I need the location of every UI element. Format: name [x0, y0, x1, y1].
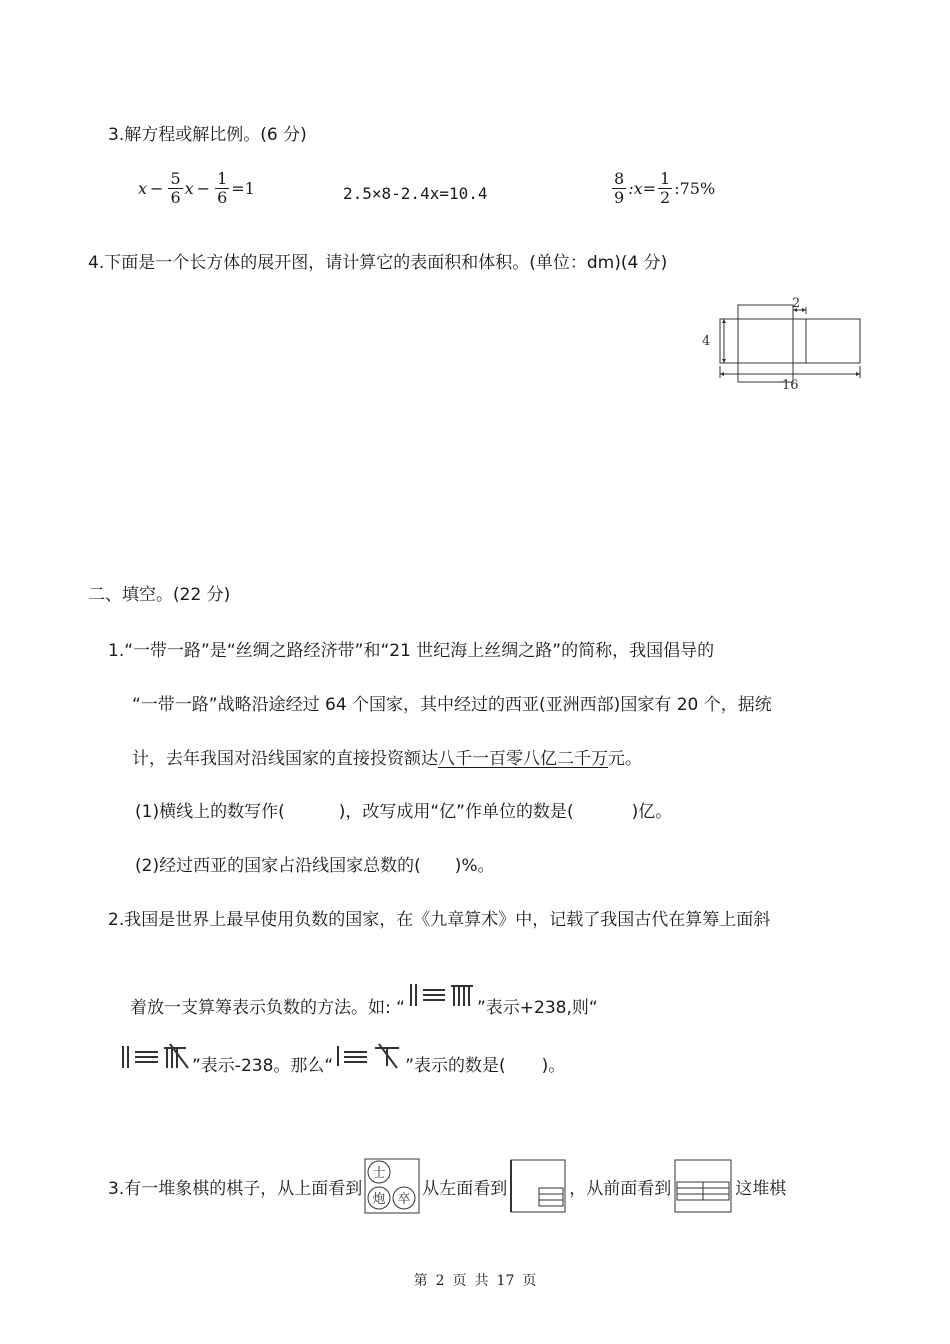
label-4: 4 [702, 334, 711, 349]
p2-line-3-text-c: )。 [541, 1056, 566, 1076]
piece-pao: 炮 [372, 1192, 386, 1207]
fraction-5-6: $\frac{5}{6}$ [170, 169, 181, 207]
sub1-text-a: (1)横线上的数写作( [135, 802, 285, 822]
p1-line-1: 1.“一带一路”是“丝绸之路经济带”和“21 世纪海上丝绸之路”的简称，我国倡导的 [108, 641, 715, 661]
p1-sub-1 [135, 797, 672, 822]
minus-sign: − [196, 179, 211, 198]
equation-2: 2.5×8-2.4x=10.4 [343, 184, 488, 203]
question-4-title: 4.下面是一个长方体的展开图，请计算它的表面积和体积。(单位：dm)(4 分) [88, 253, 668, 273]
piece-shi: 士 [372, 1166, 386, 1181]
var-x: x [184, 179, 194, 198]
counting-rods-minus-238-icon [118, 1042, 192, 1070]
p1-line-3 [132, 744, 642, 769]
equation-3 [610, 170, 715, 207]
sub2-text-a: (2)经过西亚的国家占沿线国家总数的( [135, 856, 421, 876]
underlined-number: 八千一百零八亿二千万 [438, 749, 608, 769]
fraction-1-2: $\frac{1}{2}$ [660, 169, 671, 207]
var-x: x [138, 179, 148, 198]
proportion-middle: :x= [628, 179, 657, 198]
minus-sign: − [150, 179, 164, 198]
p2-line-3-text-b: ”表示的数是( [405, 1056, 506, 1076]
counting-rods-question-icon [333, 1042, 405, 1070]
label-2: 2 [792, 296, 801, 311]
footer-text: 共 [474, 1273, 489, 1289]
section-2-title: 二、填空。(22 分) [88, 585, 231, 605]
p2-line-2-text-b: ”表示+238,则“ [476, 998, 598, 1018]
p3-text-d: 这堆棋 [735, 1178, 787, 1199]
left-view-stack-icon [509, 1158, 567, 1214]
p1-line-3-text: 计，去年我国对沿线国家的直接投资额达 [132, 749, 438, 769]
proportion-rhs: :75% [674, 179, 716, 198]
p2-line-3-text-a: ”表示-238。那么“ [192, 1056, 334, 1076]
label-16: 16 [782, 378, 799, 392]
p3-text-a: 3.有一堆象棋的棋子，从上面看到 [108, 1178, 363, 1199]
p2-line-1: 2.我国是世界上最早使用负数的国家，在《九章算术》中，记载了我国古代在算筹上面斜 [108, 910, 771, 930]
p1-line-3-end: 元。 [608, 749, 642, 769]
footer-text: 页 [522, 1273, 537, 1289]
p1-sub-2 [135, 851, 495, 876]
equation-1 [138, 170, 255, 207]
p3-line-1 [108, 1158, 786, 1214]
sub1-text-b: )，改写成用“亿”作单位的数是( [338, 802, 574, 822]
cuboid-net-diagram [698, 292, 868, 392]
question-3-title: 3.解方程或解比例。(6 分) [108, 125, 307, 145]
sub2-text-b: )%。 [454, 856, 495, 876]
piece-zu: 卒 [397, 1192, 411, 1207]
p2-line-3 [118, 1042, 565, 1076]
footer-text: 第 [413, 1273, 428, 1289]
front-view-stack-icon [673, 1158, 733, 1214]
top-view-chess-pieces-icon [364, 1158, 420, 1214]
equation-rhs: =1 [231, 179, 255, 198]
total-pages: 17 [496, 1273, 515, 1289]
sub1-text-c: )亿。 [631, 802, 673, 822]
counting-rods-plus-238-icon [405, 982, 477, 1010]
fraction-8-9: $\frac{8}{9}$ [614, 169, 625, 207]
footer-text: 页 [452, 1273, 467, 1289]
fraction-1-6: $\frac{1}{6}$ [217, 169, 228, 207]
p3-text-b: 从左面看到 [422, 1178, 508, 1199]
p2-line-2-text-a: 着放一支算筹表示负数的方法。如: “ [130, 998, 405, 1018]
p3-text-c: ，从前面看到 [569, 1178, 672, 1199]
page-number: 2 [435, 1273, 445, 1289]
p1-line-2: “一带一路”战略沿途经过 64 个国家，其中经过的西亚(亚洲西部)国家有 20 个，据统 [132, 695, 772, 715]
p2-line-2 [130, 982, 598, 1018]
page-footer [0, 1270, 950, 1290]
